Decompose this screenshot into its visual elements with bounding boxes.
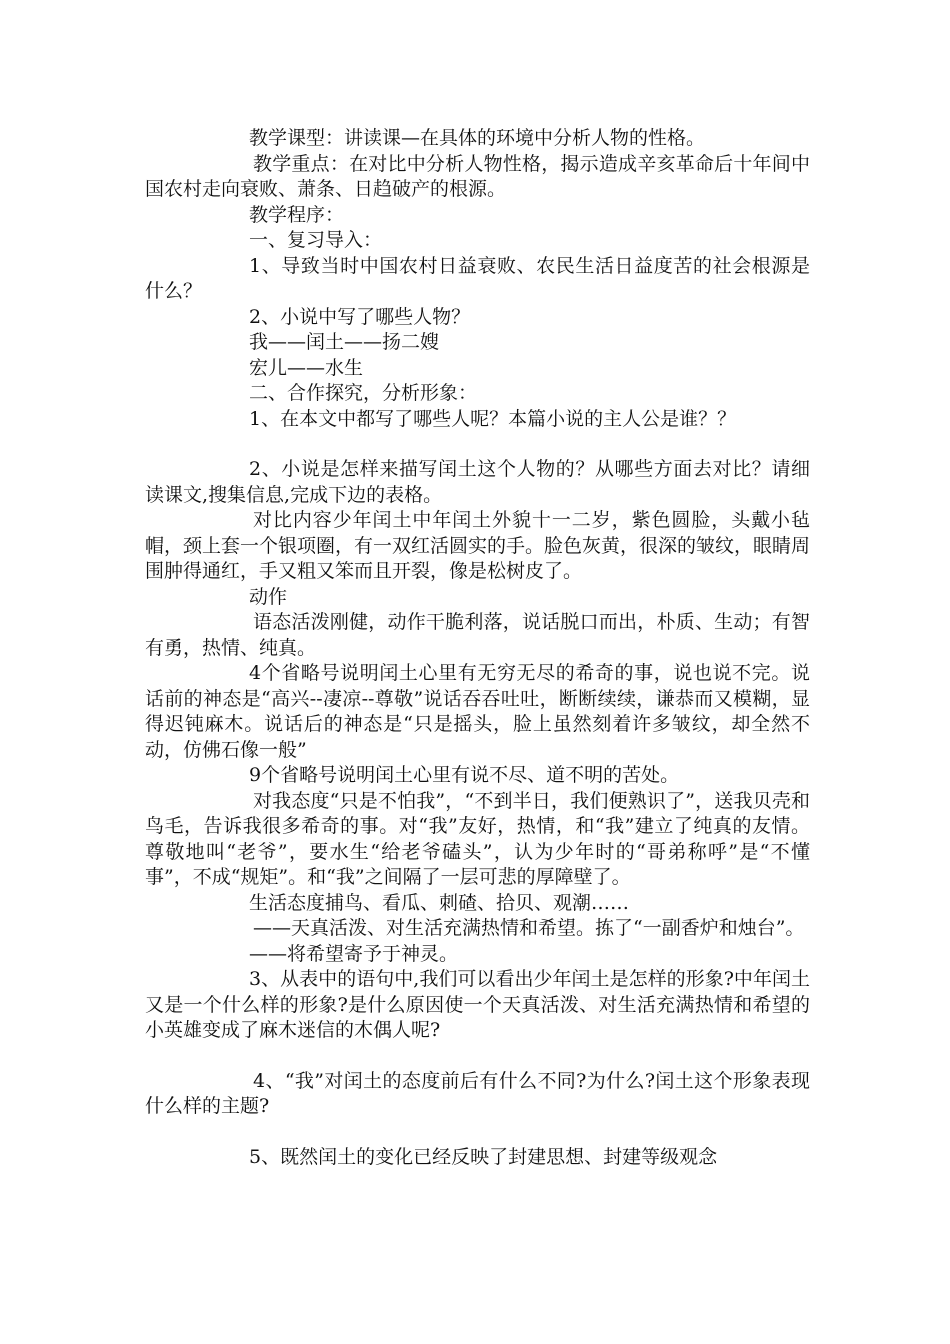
comparison-ellipsis-9: 9个省略号说明闰土心里有说不尽、道不明的苦处。 <box>249 764 680 786</box>
character-line-2: 宏儿——水生 <box>249 356 364 379</box>
paragraph-procedure-heading: 教学程序： <box>249 203 345 226</box>
blank-line <box>145 432 810 457</box>
comparison-life-attitude-old: ——将希望寄予于神灵。 <box>249 942 459 965</box>
explore-question-3: 3、从表中的语句中,我们可以看出少年闰土是怎样的形象?中年闰土又是一个什么样的形象?是什么原因使一个天真活泼、对生活充满热情和希望的小英雄变成了麻木迷信的木偶人呢? <box>145 968 810 1041</box>
character-line-1: 我——闰土——扬二嫂 <box>249 331 440 353</box>
comparison-life-attitude-young: ——天真活泼、对生活充满热情和希望。拣了“一副香炉和烛台”。 <box>253 917 805 939</box>
explore-question-2: 2、小说是怎样来描写闰土这个人物的？从哪些方面去对比？请细读课文,搜集信息,完成下边的表格。 <box>145 458 810 506</box>
explore-question-4: 4、“我”对闰土的态度前后有什么不同?为什么?闰土这个形象表现什么样的主题? <box>145 1069 810 1117</box>
comparison-ellipsis-4: 4个省略号说明闰土心里有无穷无尽的希奇的事，说也说不完。说话前的神态是“高兴--凄凉--尊敬”说话吞吞吐吐，断断续续，谦恭而又模糊，显得迟钝麻木。说话后的神态是“只是摇头，脸上虽然刻着许多皱纹，却全然不动，仿佛石像一般” <box>145 662 810 761</box>
document-body <box>145 126 810 1170</box>
comparison-action-label: 动作 <box>249 585 288 608</box>
section-heading-explore: 二、合作探究，分析形象： <box>249 382 478 404</box>
explore-question-1: 1、在本文中都写了哪些人呢？本篇小说的主人公是谁？？ <box>249 407 737 430</box>
paragraph-key-points: 教学重点：在对比中分析人物性格，揭示造成辛亥革命后十年间中国农村走向衰败、萧条、日趋破产的根源。 <box>145 152 810 200</box>
section-heading-review: 一、复习导入： <box>249 229 383 251</box>
paragraph-lesson-type: 教学课型：讲读课—在具体的环境中分析人物的性格。 <box>249 127 706 149</box>
comparison-speech: 语态活泼刚健，动作干脆利落，说话脱口而出，朴质、生动；有智有勇，热情、纯真。 <box>145 611 810 659</box>
comparison-life-attitude: 生活态度捕鸟、看瓜、刺碴、拾贝、观潮…… <box>249 891 630 914</box>
explore-question-5: 5、既然闰土的变化已经反映了封建思想、封建等级观念 <box>249 1145 718 1168</box>
question-2-characters: 2、小说中写了哪些人物？ <box>249 305 471 328</box>
blank-line <box>145 1120 810 1145</box>
comparison-attitude: 对我态度“只是不怕我”，“不到半日，我们便熟识了”，送我贝壳和鸟毛，告诉我很多希奇的事。对“我”友好，热情，和“我”建立了纯真的友情。尊敬地叫“老爷”，要水生“给老爷磕头”，认为少年时的“哥弟称呼”是“不懂事”，不成“规矩”。和“我”之间隔了一层可悲的厚障壁了。 <box>145 789 810 888</box>
question-1-social-roots: 1、导致当时中国农村日益衰败、农民生活日益度苦的社会根源是什么？ <box>145 254 810 302</box>
blank-line <box>145 1044 810 1069</box>
comparison-appearance: 对比内容少年闰土中年闰土外貌十一二岁，紫色圆脸，头戴小毡帽，颈上套一个银项圈，有一双红活圆实的手。脸色灰黄，很深的皱纹，眼睛周围肿得通红，手又粗又笨而且开裂，像是松树皮了。 <box>145 509 811 582</box>
